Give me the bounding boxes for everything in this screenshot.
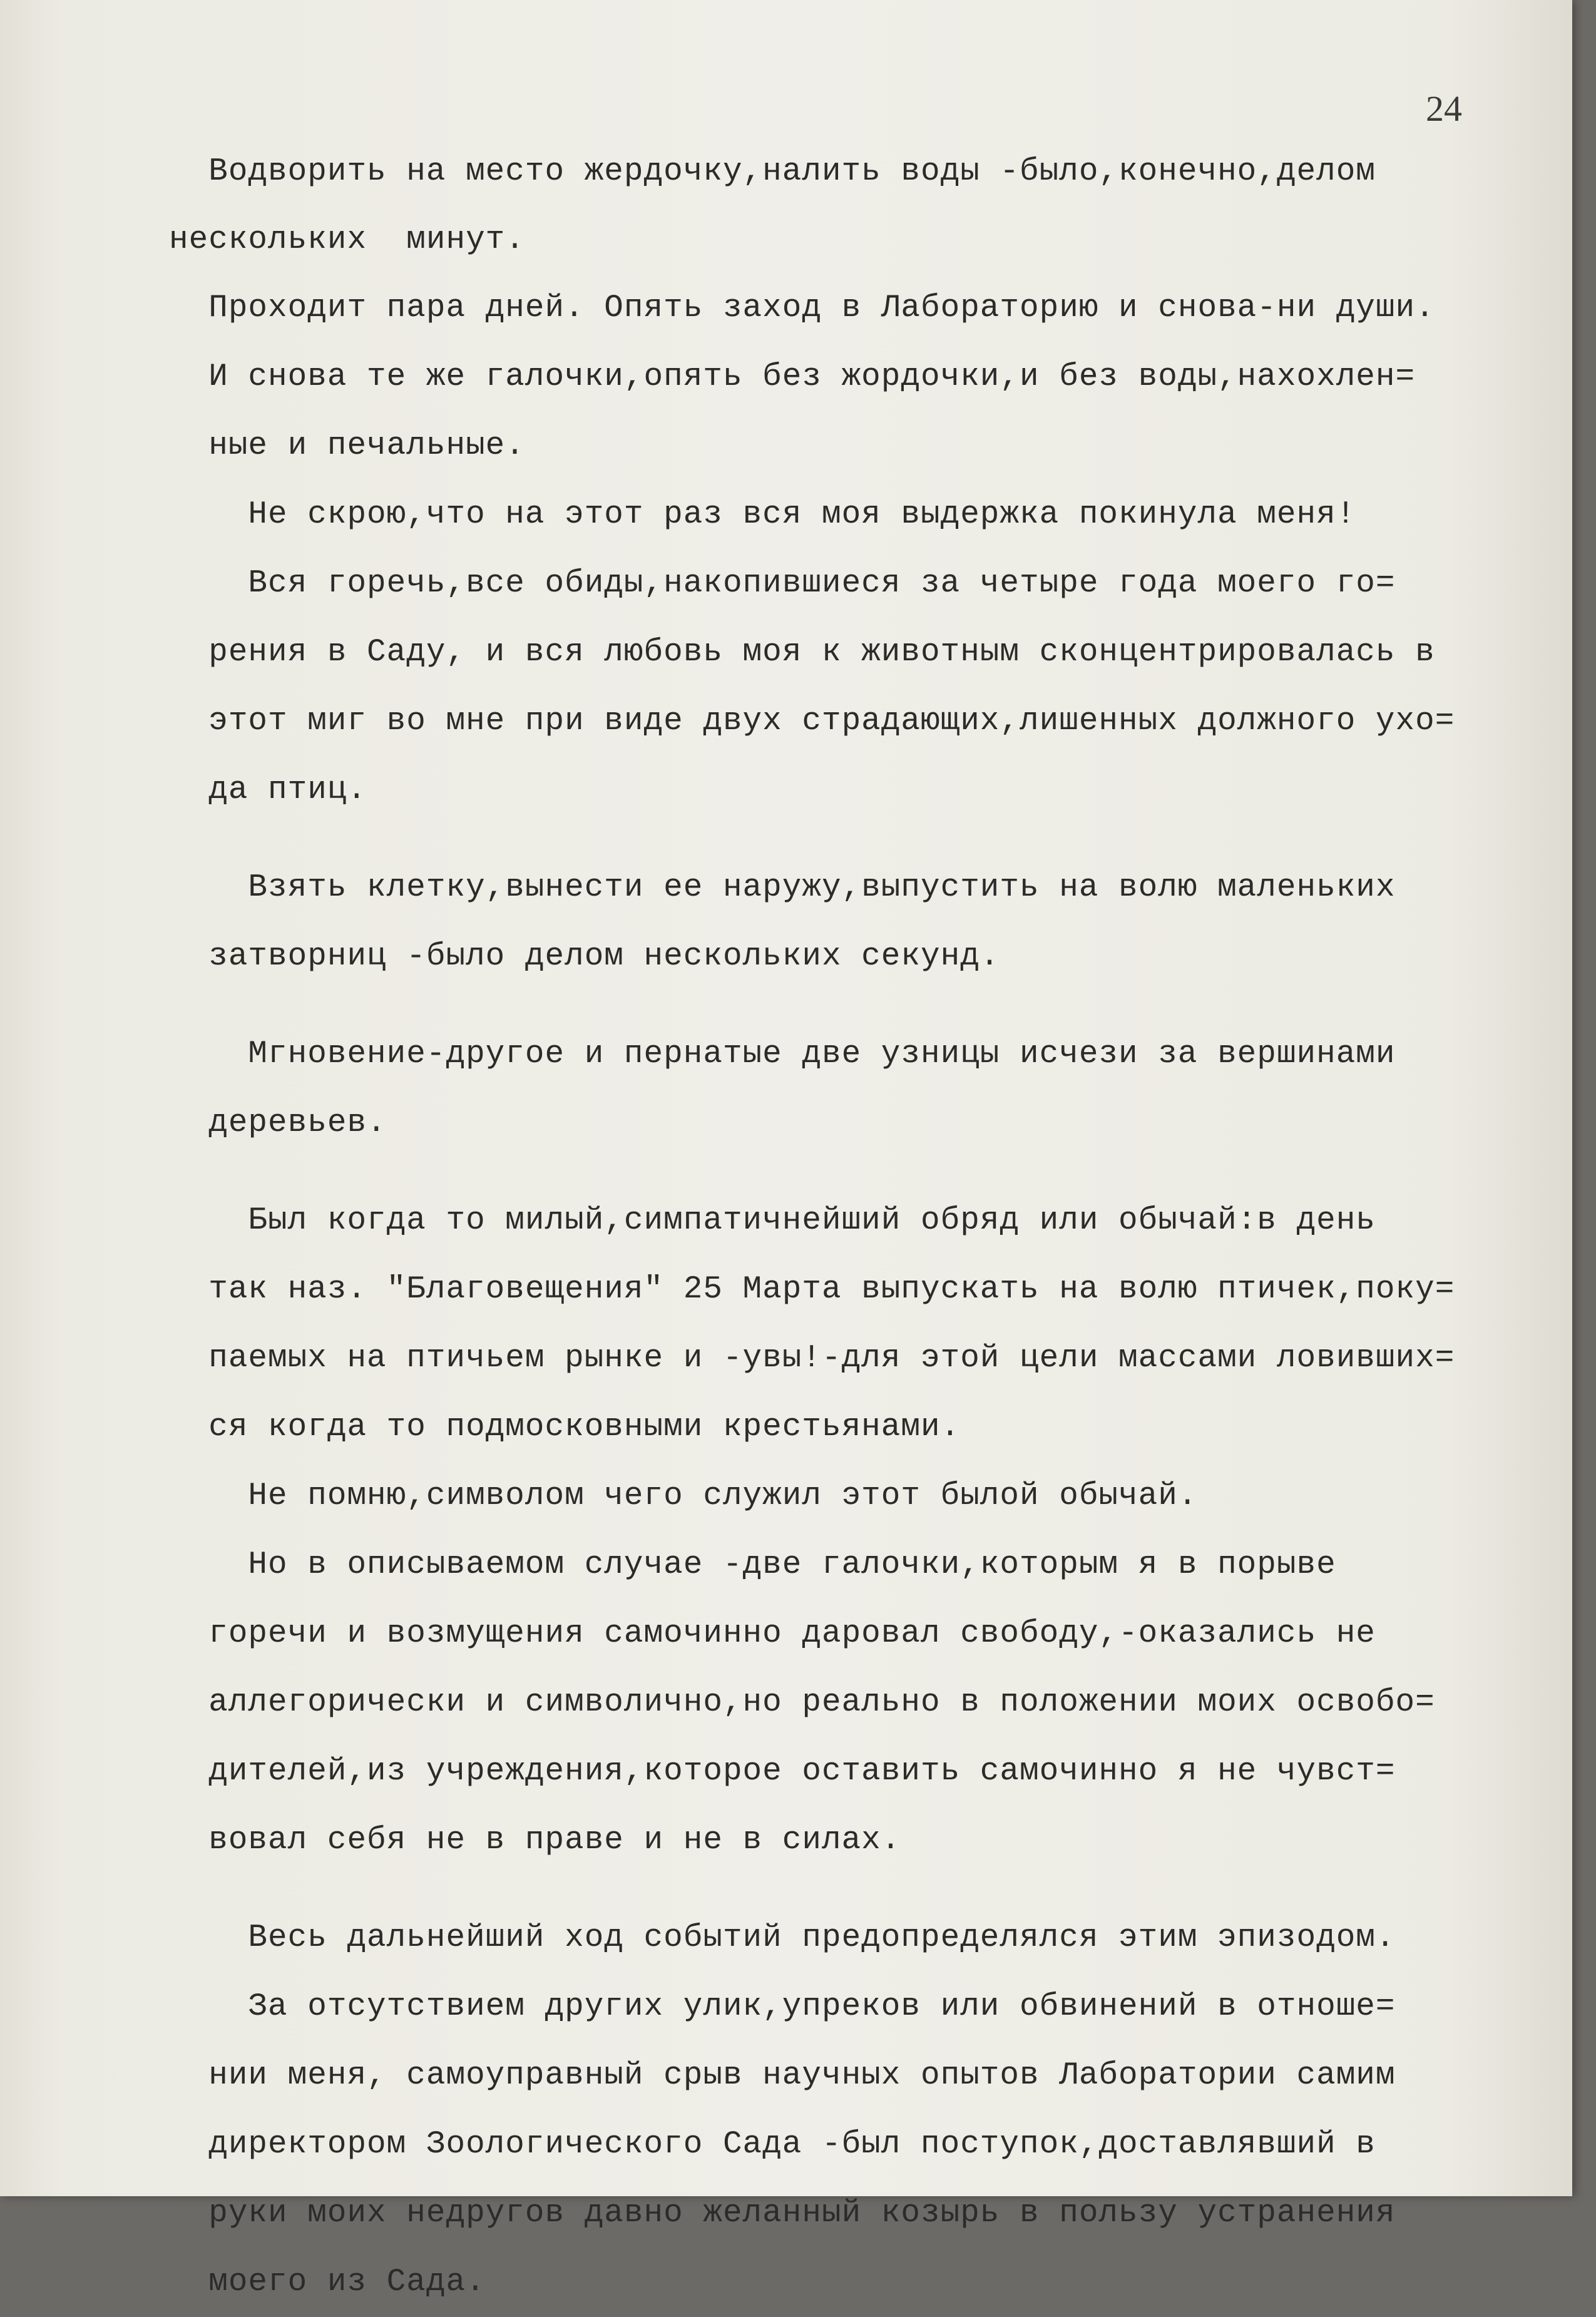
- text-line: вовал себя не в праве и не в силах.: [169, 1823, 901, 1858]
- paragraph-gap: [169, 825, 1490, 854]
- text-line: Взять клетку,вынести ее наружу,выпустить на волю маленьких: [169, 870, 1396, 906]
- text-line: Проходит пара дней. Опять заход в Лабораторию и снова-ни души.: [169, 290, 1435, 326]
- text-line: рения в Саду, и вся любовь моя к животным сконцентрировалась в: [169, 635, 1435, 670]
- text-line: дителей,из учреждения,которое оставить самочинно я не чувст=: [169, 1754, 1396, 1789]
- text-line: затворниц -было делом нескольких секунд.: [169, 939, 1000, 974]
- text-line: ные и печальные.: [169, 428, 525, 464]
- text-line: аллегорически и символично,но реально в положении моих освобо=: [169, 1685, 1435, 1721]
- text-line: нии меня, самоуправный срыв научных опытов Лаборатории самим: [169, 2058, 1396, 2094]
- text-line: этот миг во мне при виде двух страдающих,лишенных должного ухо=: [169, 703, 1455, 739]
- text-line: горечи и возмущения самочинно даровал свободу,-оказались не: [169, 1616, 1376, 1652]
- text-line: руки моих недругов давно желанный козырь в пользу устранения: [169, 2196, 1396, 2231]
- text-line: Но в описываемом случае -две галочки,которым я в порыве: [169, 1547, 1336, 1583]
- paragraph-gap: [169, 1875, 1490, 1904]
- page-body: [169, 138, 1490, 2317]
- text-line: паемых на птичьем рынке и -увы!-для этой цели массами ловивших=: [169, 1341, 1455, 1376]
- text-line: Весь дальнейший ход событий предопределялся этим эпизодом.: [169, 1920, 1396, 1956]
- text-line: Мгновение-другое и пернатые две узницы исчези за вершинами: [169, 1036, 1396, 1072]
- text-line: И снова те же галочки,опять без жордочки,и без воды,нахохлен=: [169, 359, 1416, 395]
- paragraph-gap: [169, 991, 1490, 1020]
- text-line: да птиц.: [169, 772, 367, 808]
- paragraph-gap: [169, 1158, 1490, 1187]
- text-line: ся когда то подмосковными крестьянами.: [169, 1409, 961, 1445]
- text-line: так наз. "Благовещения" 25 Марта выпускать на волю птичек,поку=: [169, 1272, 1455, 1307]
- text-line: директором Зоологического Сада -был поступок,доставлявший в: [169, 2127, 1376, 2162]
- text-line: Не скрою,что на этот раз вся моя выдержка покинула меня!: [169, 497, 1356, 533]
- text-line: Был когда то милый,симпатичнейший обряд или обычай:в день: [169, 1203, 1376, 1239]
- text-line: Водворить на место жердочку,налить воды -было,конечно,делом: [169, 154, 1376, 190]
- text-line: Не помню,символом чего служил этот былой обычай.: [169, 1478, 1198, 1514]
- text-line: Вся горечь,все обиды,накопившиеся за четыре года моего го=: [169, 566, 1396, 601]
- text-line: нескольких минут.: [169, 222, 525, 258]
- text-line: деревьев.: [169, 1105, 387, 1141]
- page-number: 24: [1426, 88, 1462, 129]
- text-line: моего из Сада.: [169, 2264, 486, 2300]
- text-line: За отсутствием других улик,упреков или обвинений в отноше=: [169, 1989, 1396, 2025]
